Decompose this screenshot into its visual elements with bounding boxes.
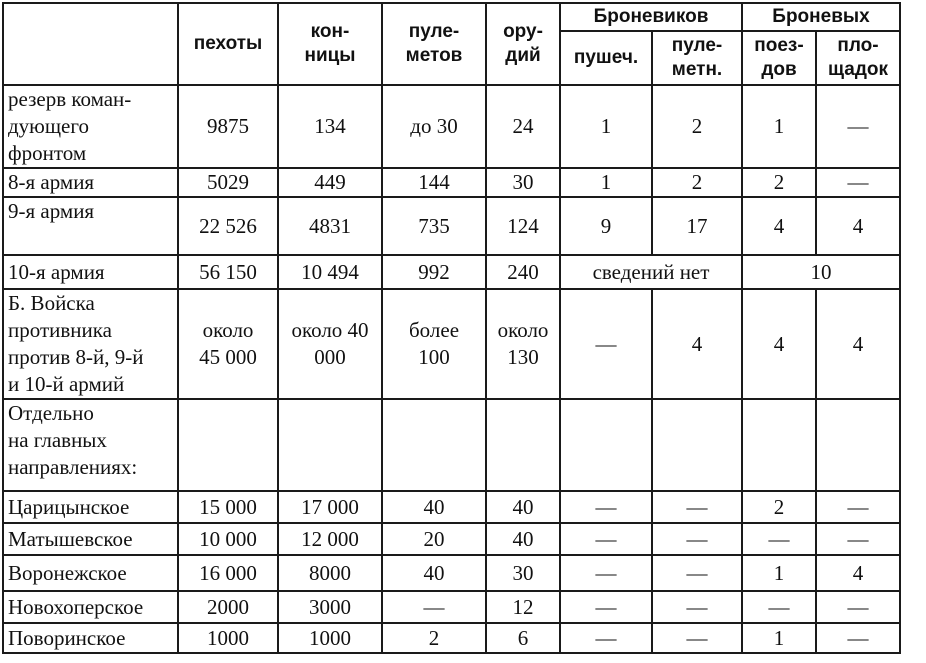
- cell-guns: 24: [486, 85, 560, 168]
- cell-infantry: 16 000: [178, 555, 278, 591]
- row-label: Новохоперское: [3, 591, 178, 623]
- table-row: [3, 491, 900, 523]
- cell-trains: 2: [742, 168, 816, 197]
- cell-cannon-cars: —: [560, 623, 652, 653]
- cell-cannon-cars: —: [560, 491, 652, 523]
- cell-mg-cars: [652, 399, 742, 491]
- cell-platforms: —: [816, 491, 900, 523]
- cell-trains: 4: [742, 289, 816, 399]
- cell-mg-cars: —: [652, 555, 742, 591]
- row-label: 9-я армия: [3, 197, 178, 255]
- cell-mg-cars: 2: [652, 168, 742, 197]
- cell-guns: [486, 399, 560, 491]
- cell-infantry: 2000: [178, 591, 278, 623]
- cell-cavalry: 10 494: [278, 255, 382, 289]
- table-row: [3, 555, 900, 591]
- header-guns: ору- дий: [486, 3, 560, 85]
- header-cannon-cars: пушеч.: [560, 31, 652, 85]
- table-row: [3, 85, 900, 168]
- cell-mg-cars: 4: [652, 289, 742, 399]
- cell-machine-guns: 2: [382, 623, 486, 653]
- cell-machine-guns: 40: [382, 555, 486, 591]
- cell-cannon-cars: —: [560, 523, 652, 555]
- cell-cavalry: около 40 000: [278, 289, 382, 399]
- forces-table: [2, 2, 901, 654]
- cell-mg-cars: 17: [652, 197, 742, 255]
- cell-infantry: [178, 399, 278, 491]
- header-trains: поез- дов: [742, 31, 816, 85]
- cell-mg-cars: —: [652, 523, 742, 555]
- cell-trains: —: [742, 523, 816, 555]
- cell-trains: [742, 399, 816, 491]
- cell-trains: 1: [742, 85, 816, 168]
- cell-cavalry: 1000: [278, 623, 382, 653]
- cell-machine-guns: —: [382, 591, 486, 623]
- cell-infantry: 10 000: [178, 523, 278, 555]
- table-row: [3, 197, 900, 255]
- cell-mg-cars: 2: [652, 85, 742, 168]
- cell-machine-guns: 735: [382, 197, 486, 255]
- cell-infantry: 9875: [178, 85, 278, 168]
- cell-cannon-cars: [560, 399, 652, 491]
- row-label: Царицынское: [3, 491, 178, 523]
- cell-trains: 1: [742, 555, 816, 591]
- table-row: [3, 289, 900, 399]
- table-row: [3, 523, 900, 555]
- cell-guns: 6: [486, 623, 560, 653]
- cell-platforms: —: [816, 623, 900, 653]
- cell-cannon-cars: —: [560, 289, 652, 399]
- cell-machine-guns: 40: [382, 491, 486, 523]
- header-armored-cars: Броневиков: [560, 3, 742, 31]
- cell-cavalry: 12 000: [278, 523, 382, 555]
- cell-mg-cars: —: [652, 623, 742, 653]
- cell-guns: 12: [486, 591, 560, 623]
- cell-platforms: —: [816, 523, 900, 555]
- cell-machine-guns: [382, 399, 486, 491]
- header-blank: [3, 3, 178, 85]
- cell-platforms: —: [816, 168, 900, 197]
- row-label: резерв коман- дующего фронтом: [3, 85, 178, 168]
- cell-cannon-cars: —: [560, 591, 652, 623]
- row-label: Матышевское: [3, 523, 178, 555]
- table-row: [3, 591, 900, 623]
- header-infantry: пехоты: [178, 3, 278, 85]
- cell-machine-guns: до 30: [382, 85, 486, 168]
- cell-platforms: 4: [816, 289, 900, 399]
- row-label: Б. Войска противника против 8-й, 9-й и 10-й армий: [3, 289, 178, 399]
- header-platforms: пло- щадок: [816, 31, 900, 85]
- row-label: Поворинское: [3, 623, 178, 653]
- table-row: [3, 168, 900, 197]
- cell-infantry: 15 000: [178, 491, 278, 523]
- cell-infantry: 1000: [178, 623, 278, 653]
- header-armored: Броневых: [742, 3, 900, 31]
- cell-machine-guns: более 100: [382, 289, 486, 399]
- cell-cavalry: 134: [278, 85, 382, 168]
- cell-platforms: —: [816, 85, 900, 168]
- cell-guns: около 130: [486, 289, 560, 399]
- cell-machine-guns: 992: [382, 255, 486, 289]
- cell-no-data: сведений нет: [560, 255, 742, 289]
- cell-trains: —: [742, 591, 816, 623]
- cell-cavalry: 3000: [278, 591, 382, 623]
- row-label: Воронежское: [3, 555, 178, 591]
- cell-machine-guns: 20: [382, 523, 486, 555]
- table-row: [3, 399, 900, 491]
- cell-infantry: 56 150: [178, 255, 278, 289]
- cell-guns: 240: [486, 255, 560, 289]
- cell-mg-cars: —: [652, 491, 742, 523]
- header-mg-cars: пуле- метн.: [652, 31, 742, 85]
- cell-cavalry: 449: [278, 168, 382, 197]
- header-cavalry: кон- ницы: [278, 3, 382, 85]
- row-label: Отдельно на главных направлениях:: [3, 399, 178, 491]
- cell-mg-cars: —: [652, 591, 742, 623]
- cell-platforms: 4: [816, 555, 900, 591]
- cell-guns: 30: [486, 168, 560, 197]
- cell-platforms: 4: [816, 197, 900, 255]
- cell-cavalry: 4831: [278, 197, 382, 255]
- cell-cavalry: [278, 399, 382, 491]
- cell-guns: 30: [486, 555, 560, 591]
- cell-cannon-cars: 1: [560, 85, 652, 168]
- cell-trains: 4: [742, 197, 816, 255]
- cell-infantry: 5029: [178, 168, 278, 197]
- cell-trains: 2: [742, 491, 816, 523]
- row-label: 8-я армия: [3, 168, 178, 197]
- cell-machine-guns: 144: [382, 168, 486, 197]
- cell-platforms: [816, 399, 900, 491]
- cell-trains: 1: [742, 623, 816, 653]
- cell-cannon-cars: —: [560, 555, 652, 591]
- cell-infantry: около 45 000: [178, 289, 278, 399]
- cell-infantry: 22 526: [178, 197, 278, 255]
- cell-guns: 124: [486, 197, 560, 255]
- cell-cavalry: 8000: [278, 555, 382, 591]
- header-machine-guns: пуле- метов: [382, 3, 486, 85]
- cell-cavalry: 17 000: [278, 491, 382, 523]
- table-row: [3, 623, 900, 653]
- cell-cannon-cars: 9: [560, 197, 652, 255]
- cell-platforms: —: [816, 591, 900, 623]
- cell-cannon-cars: 1: [560, 168, 652, 197]
- row-label: 10-я армия: [3, 255, 178, 289]
- cell-guns: 40: [486, 491, 560, 523]
- table-row: [3, 255, 900, 289]
- cell-trains-total: 10: [742, 255, 900, 289]
- cell-guns: 40: [486, 523, 560, 555]
